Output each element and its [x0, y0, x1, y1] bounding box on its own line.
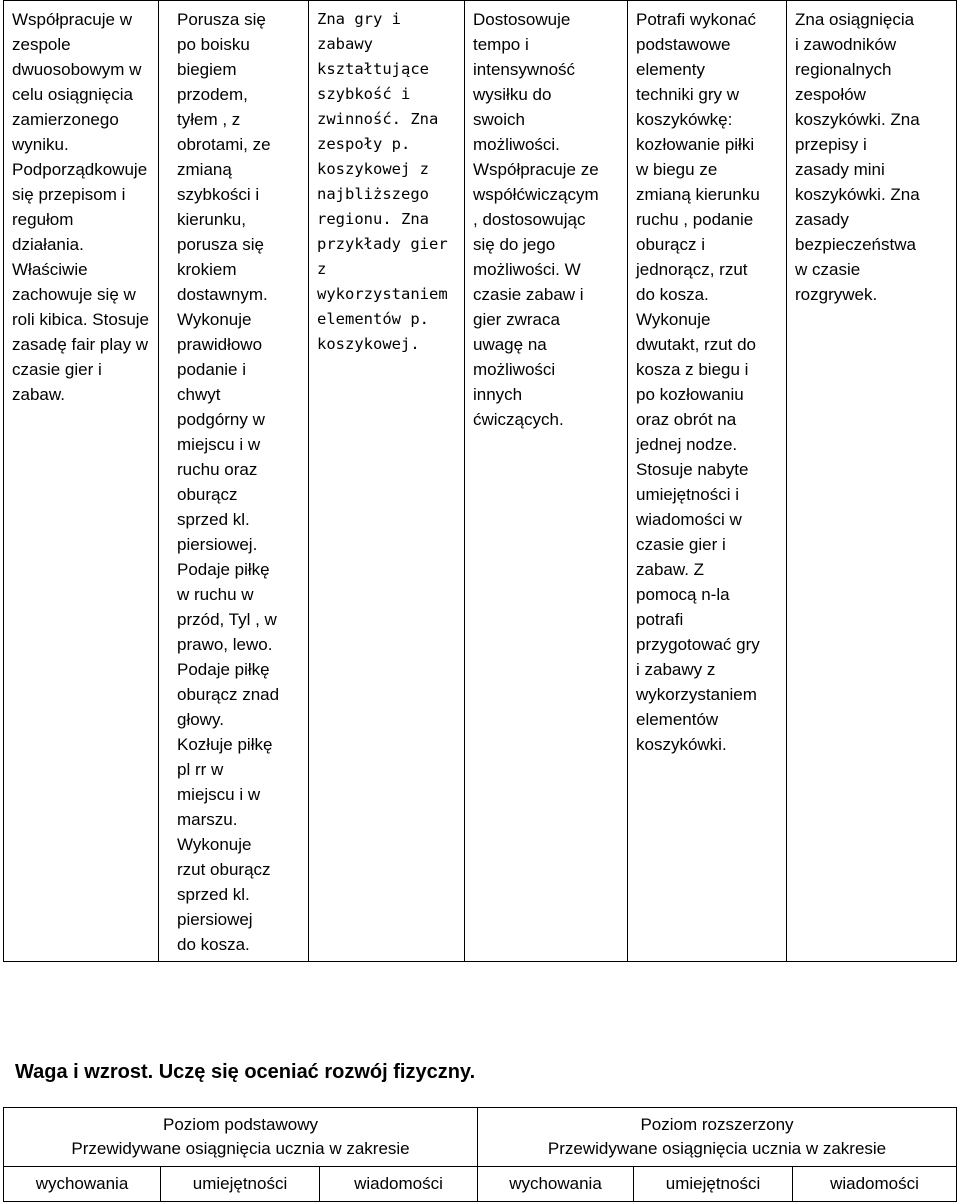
- table-header-row: [4, 1108, 957, 1167]
- subheader-knowledge-extended: wiadomości: [793, 1167, 957, 1202]
- cell-text: Zna gry i zabawy kształtujące szybkość i zwinność. Zna zespoły p. koszykowej z najbliższego regionu. Zna przykłady gier z wykorzystaniem elementów p. koszykowej.: [317, 10, 448, 353]
- cell-text: Porusza się po boisku biegiem przodem, tyłem , z obrotami, ze zmianą szybkości i kierunku, porusza się krokiem dostawnym. Wykonuje prawidłowo podanie i chwyt podgórny w miejscu i w ruchu oraz oburącz sprzed kl. piersiowej. Podaje piłkę w ruchu w przód, Tyl , w prawo, lewo. Podaje piłkę oburącz znad głowy. Kozłuje piłkę pl rr w miejscu i w marszu. Wykonuje rzut oburącz sprzed kl. piersiowej do kosza.: [177, 10, 280, 954]
- basic-level-subtitle: Przewidywane osiągnięcia ucznia w zakresie: [71, 1139, 410, 1158]
- cell-text: Zna osiągnięcia i zawodników regionalnych zespołów koszykówki. Zna przepisy i zasady mini koszykówki. Zna zasady bezpieczeństwa w czasie rozgrywek.: [795, 10, 920, 304]
- table-row: [4, 1, 957, 962]
- subheader-skills: umiejętności: [161, 1167, 320, 1202]
- achievements-table: [3, 0, 957, 962]
- subheader-skills-extended: umiejętności: [634, 1167, 793, 1202]
- basic-level-header: [4, 1108, 478, 1167]
- table-cell-knowledge-extended: [787, 1, 957, 962]
- cell-text: Potrafi wykonać podstawowe elementy techniki gry w koszykówkę: kozłowanie piłki w biegu ze zmianą kierunku ruchu , podanie oburącz i jednorącz, rzut do kosza. Wykonuje dwutakt, rzut do kosza z biegu i po kozłowaniu oraz obrót na jednej nodze. Stosuje nabyte umiejętności i wiadomości w czasie gier i zabaw. Z pomocą n-la potrafi przygotować gry i zabawy z wykorzystaniem elementów koszykówki.: [636, 10, 760, 754]
- extended-level-header: [478, 1108, 957, 1167]
- table-cell-education-extended: [465, 1, 628, 962]
- basic-level-title: Poziom podstawowy: [163, 1115, 318, 1134]
- subheader-education-extended: wychowania: [478, 1167, 634, 1202]
- cell-text: Współpracuje w zespole dwuosobowym w celu osiągnięcia zamierzonego wyniku. Podporządkowuje się przepisom i regułom działania. Właściwie zachowuje się w roli kibica. Stosuje zasadę fair play w czasie gier i zabaw.: [12, 10, 150, 404]
- subheader-knowledge: wiadomości: [320, 1167, 478, 1202]
- table-cell-skills: [159, 1, 309, 962]
- table-cell-skills-extended: [628, 1, 787, 962]
- extended-level-title: Poziom rozszerzony: [640, 1115, 794, 1134]
- table-subheader-row: [4, 1167, 957, 1202]
- cell-text: Dostosowuje tempo i intensywność wysiłku do swoich możliwości. Współpracuje ze współćwiczącym , dostosowując się do jego możliwości. W czasie zabaw i gier zwraca uwagę na możliwości innych ćwiczących.: [473, 10, 599, 429]
- section-heading: Waga i wzrost. Uczę się oceniać rozwój fizyczny.: [15, 1061, 476, 1083]
- table-cell-education: [4, 1, 159, 962]
- levels-table: [3, 1107, 957, 1202]
- extended-level-subtitle: Przewidywane osiągnięcia ucznia w zakresie: [547, 1139, 887, 1158]
- table-cell-knowledge: [309, 1, 465, 962]
- subheader-education: wychowania: [4, 1167, 161, 1202]
